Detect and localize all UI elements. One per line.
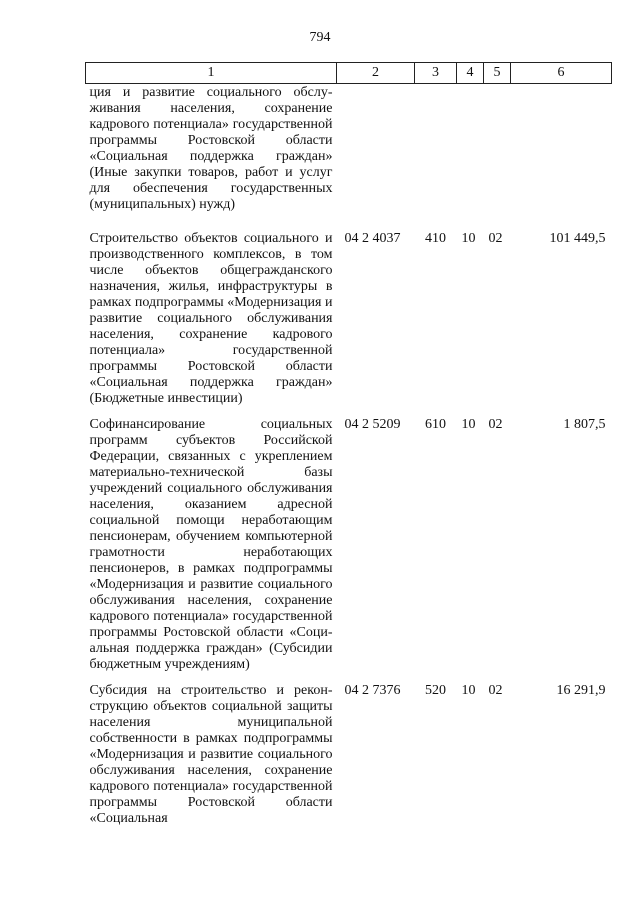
row-target-code: 04 2 5209 <box>344 417 401 432</box>
row-expense-type <box>415 84 457 214</box>
row-amount: 101 449,5 <box>549 231 606 246</box>
row-expense-type: 410 <box>425 231 446 246</box>
row-subsection <box>484 84 511 214</box>
table-row <box>86 213 612 407</box>
row-expense-type: 520 <box>425 683 446 698</box>
row-subsection: 02 <box>488 417 503 432</box>
page-number: 794 <box>309 30 331 45</box>
row-description: Софинансирование социальных программ субъектов Российской Федерации, связанных с укреплением материально-технической базы учреждений социального обслуживания населения, оказанием адресной социальной помощи неработающим пенсионерам, обучением компьютерной грамотности неработающих пенсионеров, в рамках подпрограммы «Модернизация и развитие социального обслуживания населения, сохранение кадрового потенциала» государственной программы Ростовской области «Социальная поддержка граждан» (Субсидии бюджетным учреждениям) <box>89 417 333 672</box>
row-amount: 1 807,5 <box>563 417 606 432</box>
row-amount <box>511 84 612 214</box>
row-section: 10 <box>461 231 476 246</box>
budget-table <box>85 62 612 827</box>
row-amount: 16 291,9 <box>556 683 606 698</box>
column-header-1: 1 <box>86 63 337 84</box>
column-header-3: 3 <box>415 63 457 84</box>
column-header-2: 2 <box>337 63 415 84</box>
row-section: 10 <box>461 417 476 432</box>
row-target-code <box>337 84 415 214</box>
row-expense-type: 610 <box>425 417 446 432</box>
table-row <box>86 673 612 827</box>
row-section <box>457 84 484 214</box>
column-header-4: 4 <box>457 63 484 84</box>
table-row <box>86 84 612 214</box>
row-description: Строительство объектов социального и производственного комплексов, в том числе объектов общегражданского назначения, жилья, инфраструктуры в рамках подпрограммы «Модернизация и развитие социального обслуживания населения, сохранение кадрового потенциала» государственной программы Ростовской области «Социальная поддержка граждан» (Бюджетные инвестиции) <box>89 231 333 406</box>
table-row <box>86 407 612 673</box>
column-header-6: 6 <box>511 63 612 84</box>
table-header-row <box>86 63 612 84</box>
row-description: ция и развитие социального обслуживания населения, сохранение кадрового потенциала» государственной программы Ростовской области «Социальная поддержка граждан» (Иные закупки товаров, работ и услуг для обеспечения государственных (муниципальных) нужд) <box>89 85 333 212</box>
row-section: 10 <box>461 683 476 698</box>
row-description: Субсидия на строительство и реконструкцию объектов социальной защиты населения муниципальной собственности в рамках подпрограммы «Модернизация и развитие социального обслуживания населения, сохранение кадрового потенциала» государственной программы Ростовской области «Социальная <box>89 683 333 826</box>
row-target-code: 04 2 4037 <box>344 231 401 246</box>
row-subsection: 02 <box>488 683 503 698</box>
row-target-code: 04 2 7376 <box>344 683 401 698</box>
row-subsection: 02 <box>488 231 503 246</box>
column-header-5: 5 <box>484 63 511 84</box>
